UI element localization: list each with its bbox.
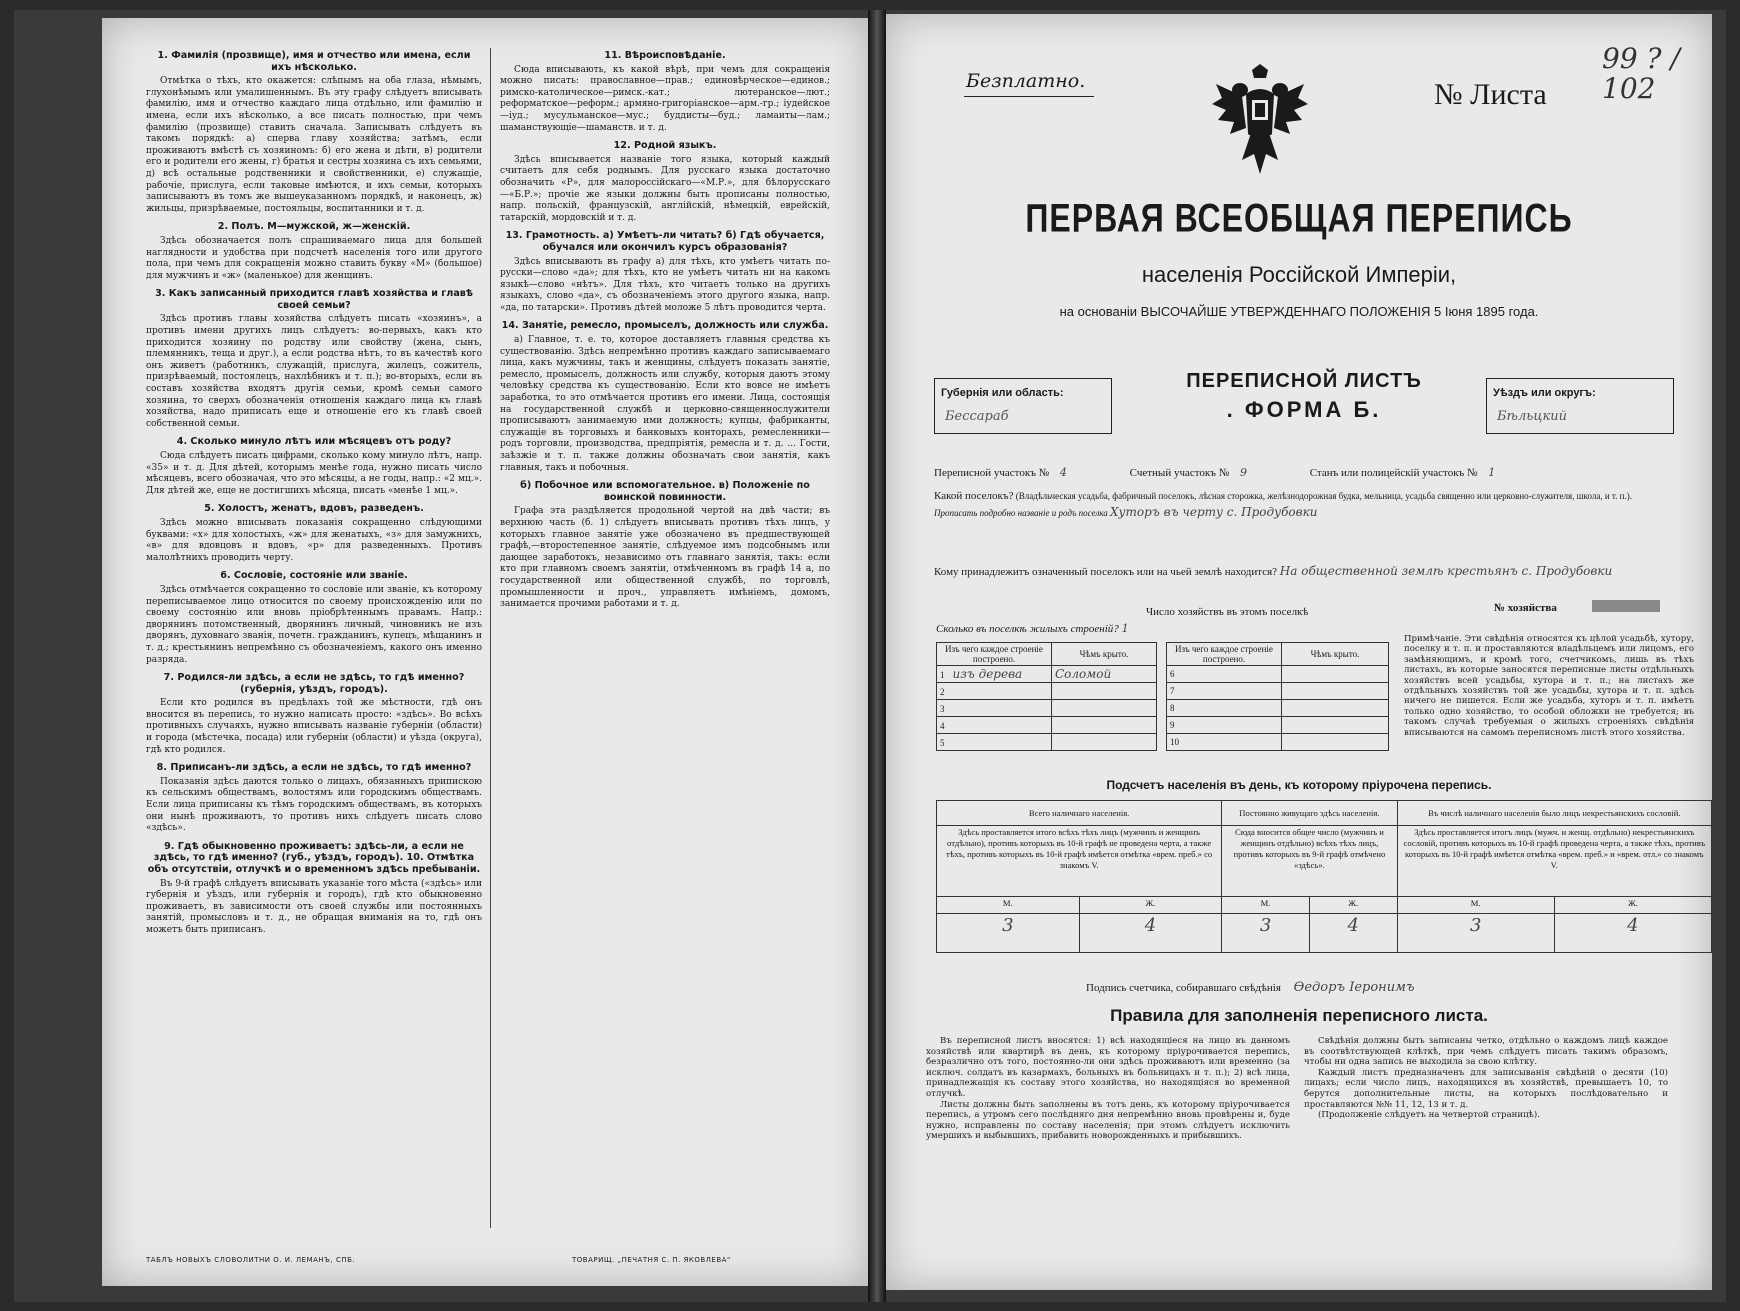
- section-title: 7. Родился-ли здѣсь, а если не здѣсь, то гдѣ именно? (губернія, уѣздъ, городъ).: [163, 672, 465, 695]
- book: [14, 10, 1726, 1302]
- police-precinct-label: Станъ или полицейскій участокъ №: [1309, 467, 1478, 479]
- present-male-count: 3: [937, 914, 1080, 953]
- owner-row: [934, 562, 1674, 581]
- settlement-handwritten: Хуторъ въ черту с. Продубовки: [1110, 505, 1318, 519]
- male-header-1: М.: [937, 897, 1080, 914]
- roofed-with-header-2: Чѣмъ крыто.: [1282, 643, 1389, 666]
- dwelling-roof-cell: [1282, 700, 1389, 717]
- section-title: б) Побочное или вспомогательное. в) Положеніе по воинской повинности.: [520, 480, 810, 503]
- column-divider: [490, 48, 491, 1228]
- dwellings-table-right: [1166, 642, 1389, 751]
- section-body: Графа эта раздѣляется продольной чертой на двѣ части; въ верхнюю часть (б. 1) слѣдуетъ вписывать противъ тѣхъ лицъ, у которыхъ главное занятіе уже обозначено въ предшествующей графѣ,—второстепенное занятіе, слѣдуемое имъ подсобнымъ или дающее заработокъ, независимо отъ главнаго занятія, такъ: если кто при главномъ своемъ занятіи, отмѣченномъ въ графѣ 14 а, по государственной или общественной службѣ, по торговлѣ, промышленности и проч., управляетъ имѣніемъ, домомъ, занимается прочими работами и т. д.: [500, 506, 830, 610]
- dwelling-roof-cell: [1282, 683, 1389, 700]
- province-label: Губернія или область:: [941, 387, 1064, 399]
- permanent-female-count: 4: [1309, 914, 1397, 953]
- dwelling-roof-cell: [1282, 666, 1389, 683]
- section-title: 9. Гдѣ обыкновенно проживаетъ: здѣсь-ли, а если не здѣсь, то гдѣ именно? (губ., уѣздъ, городъ). 10. Отмѣтка объ отсутствіи, отлучкѣ и о временномъ здѣсь пребываніи.: [147, 840, 481, 875]
- right-page: [886, 14, 1712, 1290]
- precinct-row: [934, 466, 1495, 479]
- section-title: 14. Занятіе, ремесло, промыселъ, должность или служба.: [501, 320, 829, 332]
- province-handwritten: Бессараб: [945, 409, 1009, 424]
- rules-column-2: [1304, 1036, 1668, 1121]
- non-peasant-female-count: 4: [1554, 914, 1711, 953]
- non-peasant-male-count: 3: [1397, 914, 1554, 953]
- settlement-hint-detail: Прописать подробно названіе и родъ поселка: [934, 508, 1108, 518]
- instructions-column-1: [146, 44, 482, 939]
- present-population-desc: Здѣсь проставляется итого всѣхъ тѣхъ лицъ (мужчинъ и женщинъ отдѣльно), противъ которыхъ въ 10-й графѣ не проведена черта, а также тѣхъ, противъ которыхъ въ 10-й графѣ имѣется отмѣтка «врем. преб.» со знакомъ V.: [937, 826, 1222, 897]
- population-table: [936, 800, 1712, 953]
- form-letter: . ФОРМА Б.: [1226, 397, 1382, 422]
- section-title: 12. Родной языкъ.: [613, 140, 717, 152]
- dwelling-built-cell: [1167, 717, 1282, 734]
- present-female-count: 4: [1079, 914, 1222, 953]
- dwellings-question: [936, 622, 1129, 635]
- dwelling-roof-cell: [1282, 734, 1389, 751]
- section-title: 8. Приписанъ-ли здѣсь, а если не здѣсь, то гдѣ именно?: [156, 762, 472, 774]
- form-header: [934, 370, 1674, 448]
- household-number-label: № хозяйства: [1494, 602, 1557, 614]
- dwelling-roof-cell: [1282, 717, 1389, 734]
- section-body: Если кто родился въ предѣлахъ той же мѣстности, гдѣ онъ вносится въ перепись, то нужно написать просто: «здѣсь». Во всѣхъ противныхъ случаяхъ, нужно вписывать названіе губерніи (области) и города (мѣстечка, посада) или губерніи (области) и уѣзда (округа), гдѣ кто родился.: [146, 698, 482, 755]
- permanent-population-desc: Сюда вносится общее число (мужчинъ и женщинъ отдѣльно) всѣхъ тѣхъ лицъ, противъ которыхъ въ 9-й графѣ отмѣчено «здѣсь».: [1222, 826, 1397, 897]
- count-precinct-value: 9: [1239, 466, 1247, 479]
- section-body: а) Главное, т. е. то, которое доставляетъ главныя средства къ существованію. Здѣсь непремѣнно противъ каждаго записываемаго лица, какъ мужчины, такъ и женщины, слѣдуетъ показать занятіе, ремесло, промыселъ, должность или службу, которыя даютъ этому человѣку средства къ существованію. Если кто вовсе не имѣетъ заработка, то это отмѣчается противъ его имени. Лица, состоящія на государственной службѣ и церковно-священнослужители прописываютъ занимаемую ими должность; купцы, фабриканты, служащіе въ торговыхъ и банковыхъ конторахъ, ремесленники—родъ торговли, производства, предпріятія, ремесла и т. д. ... Гости, заѣзжіе и т. п. также должны обозначать свои занятія, какъ главныя, такъ и побочныя.: [500, 335, 830, 473]
- list-number-label: № Листа: [1434, 78, 1547, 111]
- section-title: 5. Холостъ, женатъ, вдовъ, разведенъ.: [204, 503, 424, 515]
- dwelling-roof-cell: [1052, 683, 1157, 700]
- rules-paragraph: Листы должны быть заполнены въ тотъ день, къ которому пріурочивается перепись, а утромъ сего послѣдняго дня непремѣнно вновь провѣрены и, буде нужно, исправлены по составу населенія; при этомъ слѣдуетъ исключить умершихъ и выбывшихъ, прибавить новорожденныхъ и прибывшихъ.: [926, 1099, 1290, 1142]
- section-title: 1. Фамилія (прозвище), имя и отчество или имена, если ихъ нѣсколько.: [157, 50, 471, 73]
- free-label: Безплатно.: [966, 70, 1086, 92]
- dwelling-material: изъ дерева: [952, 667, 1023, 681]
- province-box: [934, 378, 1112, 434]
- dwelling-roof-cell: [1052, 666, 1157, 683]
- section-title: 6. Сословіе, состояніе или званіе.: [220, 570, 408, 582]
- district-label: Уѣздъ или округъ:: [1493, 387, 1596, 399]
- form-title-block: [1134, 370, 1474, 423]
- dwelling-roof-cell: [1052, 700, 1157, 717]
- owner-handwritten: На общественной землѣ крестьянъ с. Продубовки: [1279, 564, 1613, 578]
- dwelling-built-cell: [937, 734, 1052, 751]
- dwelling-number: 3: [940, 704, 945, 714]
- rules-column-1: [926, 1036, 1290, 1142]
- dwelling-row: [1167, 666, 1389, 683]
- legal-basis-line: на основаніи ВЫСОЧАЙШЕ УТВЕРЖДЕННАГО ПОЛОЖЕНІЯ 5 Іюня 1895 года.: [1059, 304, 1539, 319]
- female-header-1: Ж.: [1079, 897, 1222, 914]
- district-box: [1486, 378, 1674, 434]
- dwelling-built-cell: [1167, 700, 1282, 717]
- female-header-3: Ж.: [1554, 897, 1711, 914]
- owner-label: Кому принадлежитъ означенный поселокъ или на чьей землѣ находится?: [934, 566, 1278, 578]
- section-body: Здѣсь можно вписывать показанія сокращенно слѣдующими буквами: «х» для холостыхъ, «ж» для женатыхъ, «з» для замужнихъ, «в» для вдовцовъ и вдовъ, «р» для разведенныхъ. Противъ малолѣтнихъ проводить черту.: [146, 517, 482, 563]
- book-spine: [868, 10, 886, 1302]
- male-header-2: М.: [1222, 897, 1310, 914]
- dwelling-row: [1167, 717, 1389, 734]
- non-peasant-header: Въ числѣ наличнаго населенія было лицъ некрестьянскихъ сословій.: [1397, 801, 1711, 826]
- dwelling-row: [1167, 734, 1389, 751]
- settlement-label: Какой поселокъ?: [934, 490, 1014, 502]
- permanent-male-count: 3: [1222, 914, 1310, 953]
- household-number-redaction: [1592, 600, 1660, 612]
- built-of-header-2: Изъ чего каждое строеніе построено.: [1167, 643, 1282, 666]
- section-body: Здѣсь противъ главы хозяйства слѣдуетъ писать «хозяинъ», а противъ имени другихъ лицъ слѣдуетъ: во-первыхъ, какъ кто приходится хозяину по родству или свойству (жена, сынъ, племянникъ, теща и друг.), а если родства нѣтъ, то въ качествѣ кого онъ живетъ (работникъ, служащій, прислуга, жилецъ, сожитель, призрѣваемый, постоялецъ, нахлѣбникъ и т. п.); во-вторыхъ, если въ составъ хозяйства входятъ другія семьи, кромѣ семьи самого хозяина, то сверхъ обозначенія отношенія каждаго лица къ главѣ хозяйства, надо приписать еще и отношеніе его къ главѣ своей собственной семьи.: [146, 314, 482, 429]
- section-body: Отмѣтка о тѣхъ, кто окажется: слѣпымъ на оба глаза, нѣмымъ, глухонѣмымъ или умалишеннымъ. Въ эту графу слѣдуетъ вписывать фамилію, имя и отчество каждаго лица отдѣльно, или фамилію и имена, если ихъ нѣсколько, а все писать полностью, при чемъ фамилію (прозвище) ставить сначала. Записывать слѣдуетъ въ такомъ порядкѣ: а) сперва главу хозяйства; затѣмъ, если проживаютъ вмѣстѣ съ хозяиномъ: б) его жена и дѣти, в) родители его и родители его жены, г) братья и сестры хозяина съ ихъ семьями, д) всѣ остальные родственники и свойственники, е) служащіе, рабочіе, прислуга, если таковые имѣются, и ихъ семьи, которыхъ записываютъ въ томъ же вышеуказанномъ порядкѣ, и наконецъ, ж) жильцы, призрѣваемые, постояльцы, воспитанники и т. д.: [146, 76, 482, 214]
- dwelling-number: 4: [940, 721, 945, 731]
- enumerator-signature: Ѳедоръ Іеронимъ: [1293, 980, 1415, 995]
- present-population-header: Всего наличнаго населенія.: [937, 801, 1222, 826]
- section-body: Показанія здѣсь даются только о лицахъ, обязанныхъ припискою къ сельскимъ обществамъ, волостямъ или городскимъ обществамъ. Если лица приписаны къ тѣмъ городскимъ обществамъ, въ которыхъ они нынѣ проживаютъ, то противъ нихъ слѣдуетъ писать слово «здѣсь».: [146, 776, 482, 834]
- dwelling-row: [937, 683, 1157, 700]
- section-title: 2. Полъ. М—мужской, ж—женскій.: [217, 221, 411, 233]
- permanent-population-header: Постоянно живущаго здѣсь населенія.: [1222, 801, 1397, 826]
- instructions-column-2: [500, 44, 830, 613]
- dwelling-number: 5: [940, 738, 945, 748]
- rules-paragraph: Свѣдѣнія должны быть записаны четко, отдѣльно о каждомъ лицѣ каждое въ соотвѣтствующей клѣткѣ, при чемъ слѣдуетъ писать такимъ образомъ, чтобы ни одна запись не выходила за свою клѣтку.: [1304, 1036, 1668, 1068]
- section-body: Сюда слѣдуетъ писать цифрами, сколько кому минуло лѣтъ, напр. «35» и т. д. Для дѣтей, которымъ менѣе года, нужно писать число мѣсяцевъ, всего обозначая, что это мѣсяцы, а не годы, напр.: «2 мц.». Для дѣтей же, еще не достигшихъ мѣсяца, писать «менѣе 1 мц.».: [146, 451, 482, 496]
- main-title: ПЕРВАЯ ВСЕОБЩАЯ ПЕРЕПИСЬ: [1025, 195, 1573, 241]
- dwellings-count: 1: [1121, 622, 1129, 635]
- population-count-title: Подсчетъ населенія въ день, къ которому пріурочена перепись.: [1106, 778, 1492, 792]
- dwelling-built-cell: [1167, 666, 1282, 683]
- dwelling-row: [937, 717, 1157, 734]
- section-title: 4. Сколько минуло лѣтъ или мѣсяцевъ отъ роду?: [176, 436, 452, 448]
- dwellings-table-left: [936, 642, 1157, 751]
- dwelling-number: 6: [1170, 669, 1175, 679]
- census-precinct-value: 4: [1059, 466, 1067, 479]
- enumerator-signature-row: [1086, 980, 1415, 995]
- dwelling-number: 1: [940, 670, 945, 680]
- dwelling-number: 7: [1170, 686, 1175, 696]
- dwelling-built-cell: [937, 666, 1052, 683]
- male-header-3: М.: [1397, 897, 1554, 914]
- left-footer-imprint: ТАБЛЪ НОВЫХЪ СЛОВОЛИТНИ О. И. ЛЕМАНЪ, СПБ.: [146, 1256, 356, 1264]
- dwelling-roof: Соломой: [1055, 667, 1112, 681]
- dwelling-row: [937, 734, 1157, 751]
- dwelling-roof-cell: [1052, 717, 1157, 734]
- section-body: Сюда вписывають, къ какой вѣрѣ, при чемъ для сокращенія можно писать: православное—прав.; единовѣрческое—единов.; римско-католическое—римск.-кат.; лютеранское—лют.; реформатское—реформ.; армяно-григоріанское—арм.-гр.; іудейское—іуд.; мусульманское—мус.; буддисты—буд.; ламаиты—лам.; шаманствующіе—шаманств. и т. д.: [500, 64, 830, 133]
- dwelling-number: 10: [1170, 737, 1179, 747]
- built-of-header: Изъ чего каждое строеніе построено.: [937, 643, 1052, 666]
- dwellings-question-text: Сколько въ поселкѣ жилыхъ строеній?: [936, 623, 1119, 635]
- dwelling-built-cell: [1167, 683, 1282, 700]
- dwelling-built-cell: [937, 700, 1052, 717]
- census-precinct-label: Переписной участокъ №: [934, 467, 1050, 479]
- dwellings-note: Примѣчаніе. Эти свѣдѣнія относятся къ цѣлой усадьбѣ, хутору, поселку и т. п. и проставляются владѣльцемъ или лицомъ, его замѣняющимъ, и кромѣ того, счетчикомъ, лишь въ тѣхъ листахъ, въ которые заносятся переписные листы отдѣльныхъ хозяйствъ всей усадьбы, хутора и т. п.; на листахъ же отдѣльныхъ хозяйствъ той же усадьбы, хутора и т. п. здѣсь ничего не пишется. Если же усадьба, хуторъ и т. п. имѣетъ только одно хозяйство, то особой обложки не требуется; въ такомъ случаѣ требуемыя о жилыхъ строеніяхъ свѣдѣнія вписываются на самомъ переписномъ листѣ этого хозяйства.: [1404, 634, 1694, 738]
- dwelling-built-cell: [937, 683, 1052, 700]
- section-body: Здѣсь обозначается полъ спрашиваемаго лица для большей наглядности и удобства при подсчетѣ населенія того или другого пола, при чемъ для сокращенія можно ставить букву «М» (большое) для мужчинъ и «ж» (маленькое) для женщинъ.: [146, 235, 482, 281]
- dwelling-row: [1167, 683, 1389, 700]
- dwelling-row: [937, 666, 1157, 683]
- dwelling-number: 2: [940, 687, 945, 697]
- female-header-2: Ж.: [1309, 897, 1397, 914]
- double-headed-eagle-emblem: [1212, 64, 1308, 182]
- section-title: 3. Какъ записанный приходится главѣ хозяйства и главѣ своей семьи?: [155, 288, 473, 311]
- subtitle: населенія Россійской Имперіи,: [1141, 262, 1457, 287]
- settlement-row: [934, 488, 1674, 521]
- district-handwritten: Бѣльцкий: [1497, 409, 1567, 424]
- section-title: 11. Вѣроисповѣданіе.: [604, 50, 726, 61]
- dwelling-roof-cell: [1052, 734, 1157, 751]
- roofed-with-header: Чѣмъ крыто.: [1052, 643, 1157, 666]
- dwelling-built-cell: [937, 717, 1052, 734]
- section-title: 13. Грамотность. а) Умѣетъ-ли читать? б) Гдѣ обучается, обучался или окончилъ курсъ образованія?: [505, 230, 825, 253]
- dwelling-built-cell: [1167, 734, 1282, 751]
- right-footer-imprint: ТОВАРИЩ. „ПЕЧАТНЯ С. П. ЯКОВЛЕВА": [572, 1256, 731, 1264]
- rules-paragraph: (Продолженіе слѣдуетъ на четвертой страницѣ).: [1318, 1110, 1540, 1121]
- dwelling-row: [937, 700, 1157, 717]
- rules-title: Правила для заполненія переписного листа.: [1110, 1006, 1488, 1025]
- enumerator-signature-label: Подпись счетчика, собиравшаго свѣдѣнія: [1086, 982, 1281, 994]
- handwritten-archive-number: 99 ? / 102: [1602, 42, 1680, 105]
- section-body: Здѣсь вписывается названіе того языка, который каждый считаетъ для себя роднымъ. Для русскаго языка достаточно обозначить «Р», для малороссійскаго—«М.Р.», для бѣлорусскаго—«Б.Р.»; прочіе же языки должны быть прописаны полностью, напр. польскій, французскій, англійскій, нѣмецкій, еврейскій, татарскій, мордовскій и т. д.: [500, 154, 830, 223]
- households-count-label: Число хозяйствъ въ этомъ поселкѣ: [1146, 606, 1309, 618]
- dwelling-row: [1167, 700, 1389, 717]
- non-peasant-desc: Здѣсь проставляется итогъ лицъ (мужч. и женщ. отдѣльно) некрестьянскихъ сословій, противъ которыхъ въ 10-й графѣ проведена черта, а также тѣхъ, противъ которыхъ въ 10-й графѣ имѣется отмѣтка «врем. преб.» и «врем. отл.» со знакомъ V.: [1397, 826, 1711, 897]
- count-precinct-label: Счетный участокъ №: [1129, 467, 1230, 479]
- dwelling-number: 9: [1170, 720, 1175, 730]
- rules-paragraph: Въ переписной листъ вносятся: 1) всѣ находящіеся на лицо въ данномъ хозяйствѣ или квартирѣ въ день, къ которому пріурочивается перепись, безразлично отъ того, постоянно-ли они здѣсь проживаютъ или временно (за исключ. солдатъ въ казармахъ, больныхъ въ больницахъ и т. п.); 2) всѣ лица, принадлежащія къ составу этого хозяйства, но находящіяся во временной отлучкѣ.: [926, 1036, 1290, 1099]
- section-body: Въ 9-й графѣ слѣдуетъ вписывать указаніе того мѣста («здѣсь» или губернія и уѣздъ, или губернія и городъ), гдѣ кто обыкновенно проживаетъ, въ зависимости отъ своей службы или постоянныхъ занятій, промысловъ и т. д., не обращая вниманія на то, гдѣ онъ можетъ быть приписанъ.: [146, 878, 482, 935]
- rules-paragraph: Каждый листъ предназначенъ для записыванія свѣдѣній о десяти (10) лицахъ; если число лицъ, находящихся въ хозяйствѣ, превышаетъ 10, то берутся дополнительные листы, на которыхъ послѣдовательно и проставляются №№ 11, 12, 13 и т. д.: [1304, 1067, 1668, 1110]
- form-title: ПЕРЕПИСНОЙ ЛИСТЪ: [1186, 370, 1422, 392]
- dwelling-number: 8: [1170, 703, 1175, 713]
- settlement-hint: (Владѣльческая усадьба, фабричный поселокъ, лѣсная сторожка, желѣзнодорожная будка, мельница, усадьба священно или церковно-служителя, школа, и т. п.).: [1015, 491, 1632, 501]
- section-body: Здѣсь отмѣчается сокращенно то сословіе или званіе, къ которому переписываемое лицо относится по своему происхожденію или по своему состоянію или вновь пріобрѣтеннымъ правамъ. Напр.: дворянинъ потомственный, дворянинъ личный, чиновникъ не изъ дворянъ, духовнаго званія, почетн. гражданинъ, купецъ, мѣщанинъ и т. д.; крестьянинъ непремѣнно съ обозначеніемъ, какого онъ именно разряда.: [146, 584, 482, 665]
- police-precinct-value: 1: [1488, 466, 1496, 479]
- free-underline: [964, 96, 1094, 97]
- left-page: [102, 18, 868, 1286]
- section-body: Здѣсь вписывають въ графу а) для тѣхъ, кто умѣетъ читать по-русски—слово «да»; для тѣхъ, кто не умѣетъ читать ни на какомъ языкѣ—слово «нѣтъ». Для тѣхъ, кто читаетъ только на другихъ языкахъ, слово «да», съ обозначеніемъ этого другого языка, напр. «да, по татарски». Противъ дѣтей моложе 5 лѣтъ проводится черта.: [500, 256, 830, 313]
